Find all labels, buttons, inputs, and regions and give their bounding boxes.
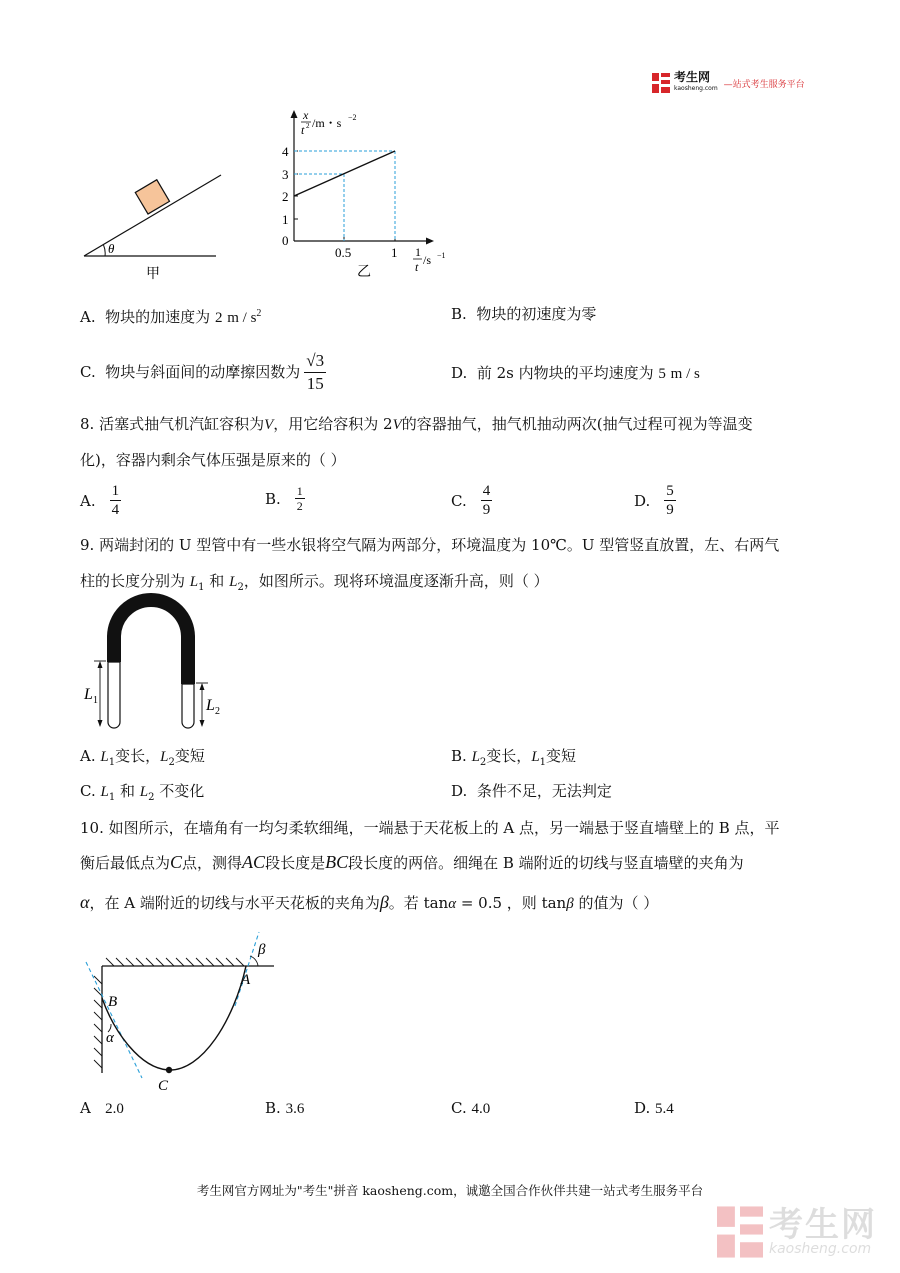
y-tick-1: 1: [282, 212, 289, 227]
x-label-unit: /s: [423, 253, 432, 267]
footer-text[interactable]: 考生网官方网址为"考生"拼音 kaosheng.com，诚邀全国合作伙伴共建一站式考生服务平台: [196, 1183, 704, 1198]
label-c: C: [158, 1078, 169, 1094]
kaosheng-logo-icon: [652, 73, 670, 93]
y-label-den-sup: 2: [306, 122, 310, 130]
tangent-a: [235, 932, 259, 1006]
y-tick-0: 0: [282, 233, 289, 248]
angle-arc: [104, 245, 106, 256]
q8-option-a: A. $\frac{1}{4}$: [80, 483, 120, 518]
angle-theta: θ: [108, 241, 115, 256]
left-air-column: [108, 662, 120, 728]
q9-line2: 柱的长度分别为 $L_1$ 和 $L_2$，如图所示。现将环境温度逐渐升高，则（ ）: [80, 572, 549, 593]
q10-line1: 10. 如图所示，在墙角有一均匀柔软细绳，一端悬于天花板上的 A 点，另一端悬于竖直墙壁上的 B 点，平: [80, 819, 780, 837]
right-air-column: [182, 684, 194, 728]
q10-option-b: B. 3.6: [265, 1099, 305, 1117]
q10-option-c: C. 4.0: [451, 1099, 491, 1117]
q7-option-d: D. 前 2s 内物块的平均速度为 5 m / s: [451, 364, 700, 382]
q8-option-b: B. $\frac{1}{2}$: [265, 484, 303, 513]
q9-option-a: A. $L_1$变长，$L_2$变短: [80, 747, 205, 768]
figure-u-tube: [80, 592, 230, 737]
fig-jia-label: 甲: [146, 266, 160, 282]
figure-rope: [78, 928, 283, 1098]
x-label-den: t: [415, 260, 419, 274]
watermark: [717, 1206, 877, 1258]
y-tick-2: 2: [282, 189, 289, 204]
q8-option-d: D. $\frac{5}{9}$: [634, 483, 674, 518]
q10-option-a: A 2.0: [80, 1099, 124, 1117]
label-a: A: [241, 972, 251, 988]
x-tick-1: 1: [391, 245, 398, 260]
rope-curve: [102, 966, 246, 1070]
q9-option-b: B. $L_2$变长，$L_1$变短: [451, 747, 577, 768]
q9-option-c: C. $L_1$ 和 $L_2$ 不变化: [80, 782, 205, 803]
q9-line1: 9. 两端封闭的 U 型管中有一些水银将空气隔为两部分，环境温度为 10℃。U 型管竖直放置，左、右两气: [80, 536, 780, 554]
q10-line3: α，在 A 端附近的切线与水平天花板的夹角为β。若 tanα = 0.5 ，则 tanβ 的值为（ ）: [80, 892, 659, 912]
watermark-en: kaosheng.com: [769, 1241, 872, 1257]
y-tick-4: 4: [282, 144, 289, 159]
header-logo[interactable]: [652, 72, 805, 94]
watermark-cn: 考生网: [769, 1205, 877, 1245]
y-axis-arrow: [291, 110, 298, 118]
l1-sub: 1: [93, 695, 98, 706]
label-b: B: [108, 994, 118, 1010]
y-label-unit-sup: −2: [348, 113, 357, 122]
y-label-num: x: [303, 108, 309, 122]
q10-option-d: D. 5.4: [634, 1099, 674, 1117]
point-c: [166, 1067, 172, 1073]
logo-cn: 考生网: [674, 70, 711, 84]
q8-line2: 化)，容器内剩余气体压强是原来的（ ）: [80, 451, 346, 469]
label-beta: β: [258, 942, 266, 958]
watermark-logo-icon: [717, 1206, 763, 1258]
l1-label: L: [84, 686, 93, 703]
q8-line1: 8. 活塞式抽气机汽缸容积为V，用它给容积为 2V的容器抽气，抽气机抽动两次(抽气过程可视为等温变: [80, 415, 753, 433]
x-label-num: 1: [415, 245, 421, 259]
header-tagline: —站式考生服务平台: [723, 79, 805, 90]
logo-en: kaosheng.com: [674, 85, 718, 92]
y-label-unit: /m・s: [312, 116, 342, 130]
figure-graph: [276, 104, 451, 284]
q7-option-a: A. 物块的加速度为 2 m / $s^2$: [80, 308, 262, 326]
q8-option-c: C. $\frac{4}{9}$: [451, 483, 491, 518]
x-label-unit-sup: −1: [437, 251, 446, 260]
q7-option-b: B. 物块的初速度为零: [451, 305, 597, 323]
fig-yi-label: 乙: [357, 264, 371, 280]
label-alpha: α: [106, 1030, 114, 1046]
mercury-column: [114, 600, 188, 684]
q10-line2: 衡后最低点为C点，测得AC段长度是BC段长度的两倍。细绳在 B 端附近的切线与竖直墙壁的夹角为: [80, 852, 744, 872]
x-axis-arrow: [426, 238, 434, 245]
l2-label: L: [206, 697, 215, 714]
l2-sub: 2: [215, 706, 220, 717]
q7-option-c: C. 物块与斜面间的动摩擦因数为 $\frac{√3}{15}$: [80, 350, 325, 393]
figure-incline: [80, 160, 230, 285]
y-tick-3: 3: [282, 167, 289, 182]
x-tick-05: 0.5: [335, 245, 352, 260]
q9-option-d: D. 条件不足，无法判定: [451, 782, 612, 800]
y-label-den: t: [301, 123, 305, 137]
